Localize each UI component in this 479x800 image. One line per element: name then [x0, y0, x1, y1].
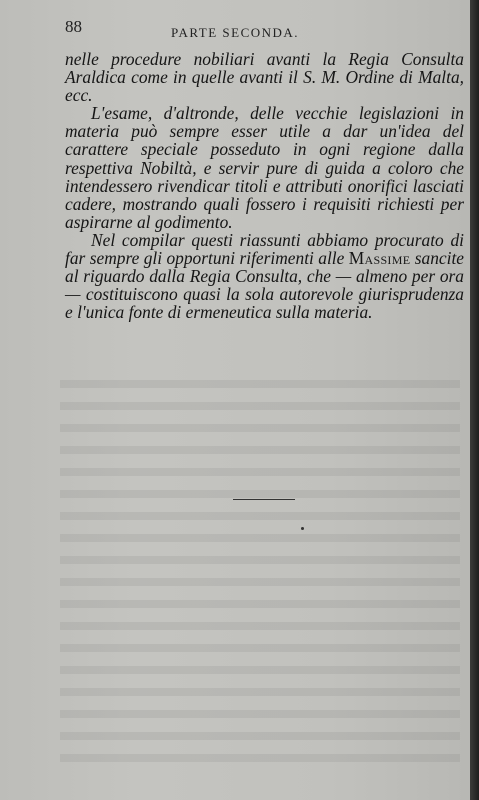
paragraph-summaries-end: sancite al riguardo dalla Regia Consulta, che — almeno per ora — costituiscono quasi la sola autorevole giurisprudenza e l'unica fonte di ermeneutica sulla materia. [65, 248, 464, 323]
paragraph-summaries [65, 231, 464, 321]
book-spine-shadow [470, 0, 479, 800]
page-number: 88 [65, 17, 82, 36]
paper-speck [301, 527, 304, 530]
paragraph-summaries-start: Nel compilar questi riassunti abbiamo procurato di far sempre gli opportuni riferimenti alle [65, 229, 464, 269]
running-title: PARTE SECONDA. [170, 25, 300, 40]
massime-smallcaps: Massime [348, 248, 411, 269]
bleed-through-texture [60, 380, 460, 770]
paragraph-legislation: L'esame, d'altronde, delle vecchie legislazioni in materia può sempre esser utile a dar un'idea del carattere speciale posseduto in ogni regione dalla respettiva Nobiltà, e servir pure di guida a coloro che intendessero rivendicar titoli e attributi onorifici lasciati cadere, mostrando quali fossero i requisiti richiesti per aspirarne al godimento. [65, 103, 464, 232]
section-end-rule [233, 499, 295, 500]
body-text [65, 50, 464, 321]
paragraph-continuation: nelle procedure nobiliari avanti la Regia Consulta Araldica come in quelle avanti il S. M. Ordine di Malta, ecc. [65, 49, 464, 106]
